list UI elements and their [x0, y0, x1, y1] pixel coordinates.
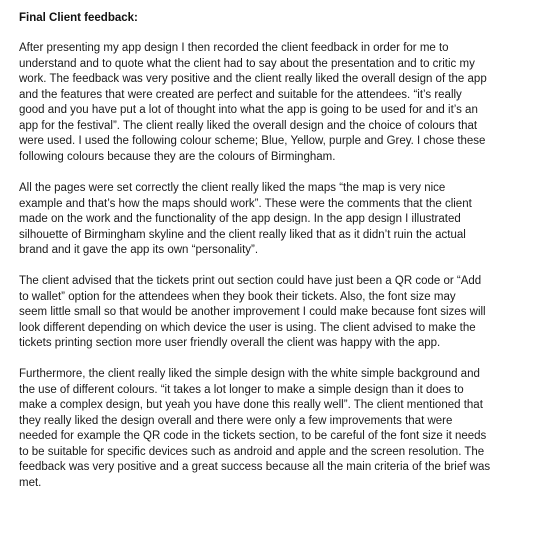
text-line: to be suitable for specific devices such as android and apple and the screen resolution. The: [19, 445, 485, 458]
text-line: to wallet” option for the attendees when they book their tickets. Also, the font size may: [19, 290, 456, 303]
text-line: feedback was very positive and a great success because all the main criteria of the brief was: [19, 461, 491, 473]
text-line: good and you have put a lot of thought into what the app is going to be used for and it’s an: [19, 104, 478, 116]
text-line: Furthermore, the client really liked the simple design with the white simple background and: [19, 368, 480, 380]
text-line: look different depending on which device the user is using. The client advised to make the: [19, 321, 476, 334]
text-line: were used. I used the following colour scheme; Blue, Yellow, purple and Grey. I chose these: [19, 135, 486, 147]
text-line: understand and to quote what the client had to say about the presentation and to critic my: [19, 57, 475, 70]
text-line: app for the festival”. The client really liked the overall design and the choice of colours that: [19, 119, 478, 132]
text-line: they really liked the design overall and there were only a few improvements that were: [19, 414, 453, 427]
text-line: met.: [19, 476, 42, 489]
text-line: needed for example the QR code in the tickets section, to be careful of the font size it needs: [19, 430, 487, 442]
text-line: following colours because they are the colours of Birmingham.: [19, 150, 336, 163]
text-line: example and that’s how the maps should work”. These were the comments that the client: [19, 197, 472, 210]
paragraph-3: [19, 274, 524, 352]
text-line: The client advised that the tickets print out section could have just been a QR code or “Add: [19, 275, 482, 287]
text-line: seem little small so that would be another improvement I could make because font sizes will: [19, 306, 486, 318]
text-line: the use of different colours. “it takes a lot longer to make a simple design than it does to: [19, 383, 464, 396]
paragraph-2: [19, 181, 524, 259]
text-line: made on the work and the functionality of the app design. In the app design I illustrated: [19, 213, 461, 225]
text-line: After presenting my app design I then recorded the client feedback in order for me to: [19, 42, 449, 54]
text-line: make a complex design, but yeah you have done this really well”. The client mentioned that: [19, 399, 483, 411]
text-line: and the features that were created are perfect and suitable for the attendees. “it’s really: [19, 88, 462, 101]
text-line: work. The feedback was very positive and the client really liked the overall design of the app: [19, 73, 487, 85]
text-line: silhouette of Birmingham skyline and the client really liked that as it didn’t ruin the actual: [19, 228, 466, 241]
text-line: brand and it gave the app its own “personality”.: [19, 244, 259, 256]
paragraph-4: [19, 367, 524, 491]
paragraph-1: [19, 41, 524, 165]
page-title: Final Client feedback:: [19, 12, 138, 24]
text-line: tickets printing section more user friendly overall the client was happy with the app.: [19, 337, 441, 349]
text-line: All the pages were set correctly the client really liked the maps “the map is very nice: [19, 182, 446, 194]
